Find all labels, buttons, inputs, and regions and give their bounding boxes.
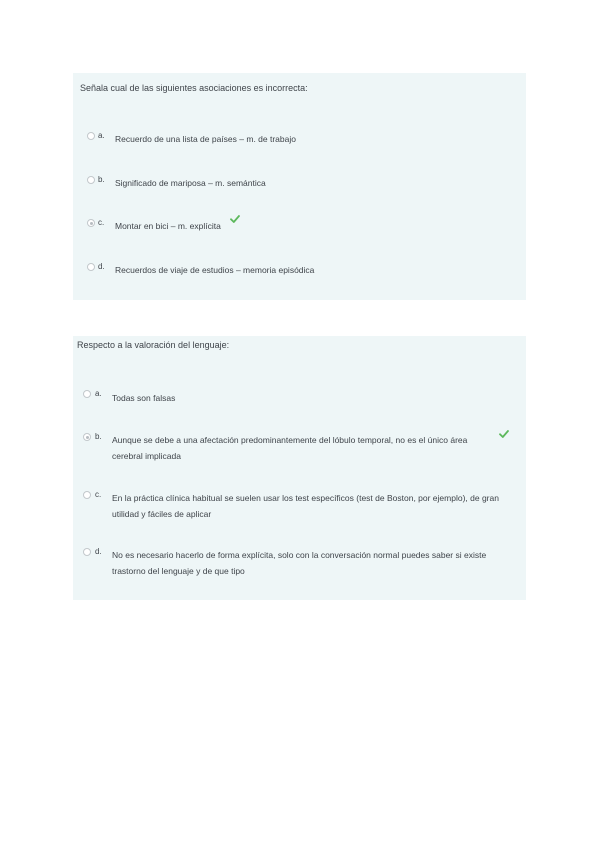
option-letter: a.: [98, 131, 105, 140]
radio-icon[interactable]: [83, 548, 91, 556]
option-text: En la práctica clínica habitual se suelen usar los test específicos (test de Boston, por ejemplo), de gran utilidad y fáciles de aplicar: [112, 493, 499, 519]
option-letter: b.: [95, 432, 102, 441]
option-text: Recuerdo de una lista de países – m. de trabajo: [115, 134, 296, 144]
radio-icon[interactable]: [87, 132, 95, 140]
question-1-text: Señala cual de las siguientes asociaciones es incorrecta:: [80, 83, 308, 93]
option-text: Recuerdos de viaje de estudios – memoria episódica: [115, 265, 315, 275]
check-icon: [499, 430, 509, 438]
radio-icon[interactable]: [83, 491, 91, 499]
option-text: Aunque se debe a una afectación predominantemente del lóbulo temporal, no es el único área cerebral implicada: [112, 435, 468, 461]
option-letter: c.: [95, 490, 102, 499]
option-letter: c.: [98, 218, 105, 227]
question-2-option-d[interactable]: [73, 547, 526, 581]
option-text: No es necesario hacerlo de forma explícita, solo con la conversación normal puedes saber si existe trastorno del lenguaje y de que tipo: [112, 550, 487, 576]
question-2-option-c[interactable]: [73, 490, 526, 524]
option-letter: a.: [95, 389, 102, 398]
question-2-option-b[interactable]: [73, 432, 526, 466]
radio-selected-icon[interactable]: [87, 219, 95, 227]
radio-selected-icon[interactable]: [83, 433, 91, 441]
question-1: [73, 73, 526, 300]
option-letter: d.: [95, 547, 102, 556]
question-1-option-a[interactable]: [73, 128, 526, 158]
option-text: Todas son falsas: [112, 393, 176, 403]
option-text: Montar en bici – m. explícita: [115, 221, 221, 231]
radio-icon[interactable]: [87, 263, 95, 271]
radio-icon[interactable]: [87, 176, 95, 184]
question-1-option-c[interactable]: [73, 215, 526, 245]
radio-icon[interactable]: [83, 390, 91, 398]
question-2-option-a[interactable]: [73, 388, 526, 418]
question-1-option-d[interactable]: [73, 259, 526, 289]
check-icon: [230, 215, 240, 223]
question-1-option-b[interactable]: [73, 172, 526, 202]
question-2-text: Respecto a la valoración del lenguaje:: [77, 340, 230, 350]
question-2: [73, 336, 526, 600]
option-letter: b.: [98, 175, 105, 184]
option-text: Significado de mariposa – m. semántica: [115, 178, 266, 188]
option-letter: d.: [98, 262, 105, 271]
